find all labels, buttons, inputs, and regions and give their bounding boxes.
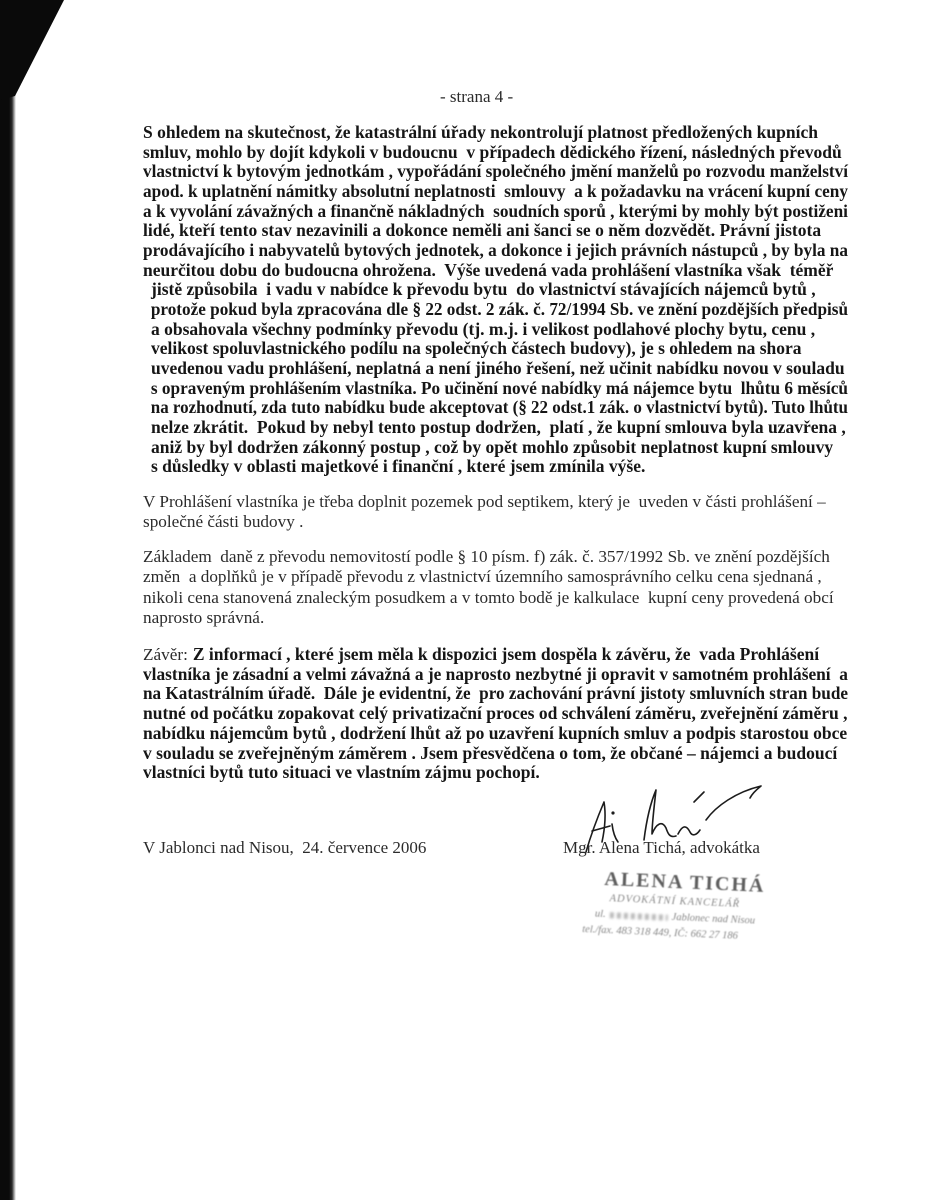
text-line: a k vyvolání závažných a finančně nákladných soudních sporů , kterými by mohly být postiženi (143, 200, 848, 221)
text-line: apod. k uplatnění námitky absolutní neplatnosti smlouvy a k požadavku na vrácení kupní ceny (143, 180, 849, 201)
text-line: vlastníka je zásadní a velmi závažná a je naprosto nezbytné ji opravit v samotném prohlášení a (143, 663, 848, 684)
page-number: - strana 4 - (440, 87, 514, 106)
stamp-name: ALENA TICHÁ (603, 867, 766, 897)
text-line: vlastnictví k bytovým jednotkám , vypořádání společného jmění manželů po rozvodu manželství (143, 161, 849, 182)
paragraph-tax-basis (143, 547, 834, 628)
text-line: v souladu se zveřejněným záměrem . Jsem přesvědčena o tom, že občané – nájemci a budoucí (143, 742, 838, 763)
text-line: protože pokud byla zpracována dle § 22 odst. 2 zák. č. 72/1994 Sb. ve znění pozdějších předpisů (150, 298, 849, 319)
place-and-date: V Jablonci nad Nisou, 24. července 2006 (143, 838, 427, 857)
text-line: s opraveným prohlášením vlastníka. Po učinění nové nabídky má nájemce bytu lhůtu 6 měsíců (150, 377, 849, 398)
conclusion-first-line: Z informací , které jsem měla k dispozici jsem dospěla k závěru, že vada Prohlášení (192, 644, 820, 664)
stamp-address-start: ul. (594, 908, 606, 921)
text-line: V Prohlášení vlastníka je třeba doplnit pozemek pod septikem, který je uveden v části prohlášení – (143, 492, 826, 511)
paragraph-owner-declaration (143, 492, 826, 532)
stamp-contact: tel./fax. 483 318 449, IČ: 662 27 186 (581, 924, 739, 942)
text-line: a obsahovala všechny podmínky převodu (tj. m.j. i velikost podlahové plochy bytu, cenu , (151, 318, 816, 339)
text-line (143, 645, 819, 665)
conclusion-label: Závěr: (143, 645, 188, 664)
text-line: nutné od počátku zopakovat celý privatizační proces od schválení záměru, zveřejnění záměru , (143, 703, 848, 724)
text-line: s důsledky v oblasti majetkové i finanční , které jsem zmínila výše. (151, 456, 646, 477)
text-line: smluv, mohlo by dojít kdykoli v budoucnu v případech dědického řízení, následných převodů (143, 141, 842, 162)
stamp-office: ADVOKÁTNÍ KANCELÁŘ (609, 893, 741, 910)
text-line: prodávajícího i nabyvatelů bytových jednotek, a dokonce i jejich právních nástupců , by byla na (143, 239, 848, 260)
text-line: Základem daně z převodu nemovitostí podle § 10 písm. f) zák. č. 357/1992 Sb. ve znění pozdějších (143, 547, 830, 566)
text-line: velikost spoluvlastnického podílu na společných částech budovy), je s ohledem na shora (151, 338, 802, 359)
text-line: S ohledem na skutečnost, že katastrální úřady nekontrolují platnost předložených kupních (143, 122, 818, 142)
text-line: nabídku nájemcům bytů , dodržení lhůt až po uzavření kupních smluv a podpis starostou obce (143, 722, 848, 743)
text-line: aniž by byl dodržen zákonný postup , což by opět mohlo způsobit neplatnost kupní smlouvy (151, 436, 834, 457)
text-line: lidé, kteří tento stav nezavinili a dokonce neměli ani šanci se o něm dozvědět. Právní jistota (143, 220, 822, 241)
signatory-name: Mgr. Alena Tichá, advokátka (563, 838, 760, 857)
paragraph-main-argument (143, 123, 870, 477)
paragraph-conclusion (143, 645, 862, 783)
text-line: vlastníci bytů tuto situaci ve vlastním zájmu pochopí. (143, 762, 540, 783)
stamp-smudge (610, 912, 668, 921)
text-line: společné části budovy . (143, 512, 304, 531)
text-line: neurčitou dobu do budoucna ohrožena. Výše uvedená vada prohlášení vlastníka však téměř (143, 259, 834, 280)
text-line: naprosto správná. (143, 607, 265, 627)
text-line: změn a doplňků je v případě převodu z vlastnictví územního samosprávního celku cena sjednaná , (143, 567, 822, 587)
text-line: na rozhodnutí, zda tuto nabídku bude akceptovat (§ 22 odst.1 zák. o vlastnictví bytů). Tuto lhůtu (150, 397, 849, 418)
text-line: nikoli cena stanovená znaleckým posudkem a v tomto bodě je kalkulace kupní ceny provedená obcí (143, 587, 834, 607)
text-line: uvedenou vadu prohlášení, neplatná a není jiného řešení, než učinit nabídku novou v souladu (151, 357, 845, 378)
text-line: jistě způsobila i vadu v nabídce k převodu bytu do vlastnictví stávajících nájemců bytů , (151, 279, 816, 300)
stamp-address-city: Jablonec nad Nisou (671, 911, 756, 927)
office-stamp (580, 866, 773, 946)
scan-corner-shadow (0, 0, 80, 110)
text-line: nelze zkrátit. Pokud by nebyl tento postup dodržen, platí , že kupní smlouva byla uzavřena , (151, 416, 846, 437)
text-line: na Katastrálním úřadě. Dále je evidentní, že pro zachování právní jistoty smluvních stran bude (143, 683, 849, 704)
scan-edge (0, 0, 16, 1200)
